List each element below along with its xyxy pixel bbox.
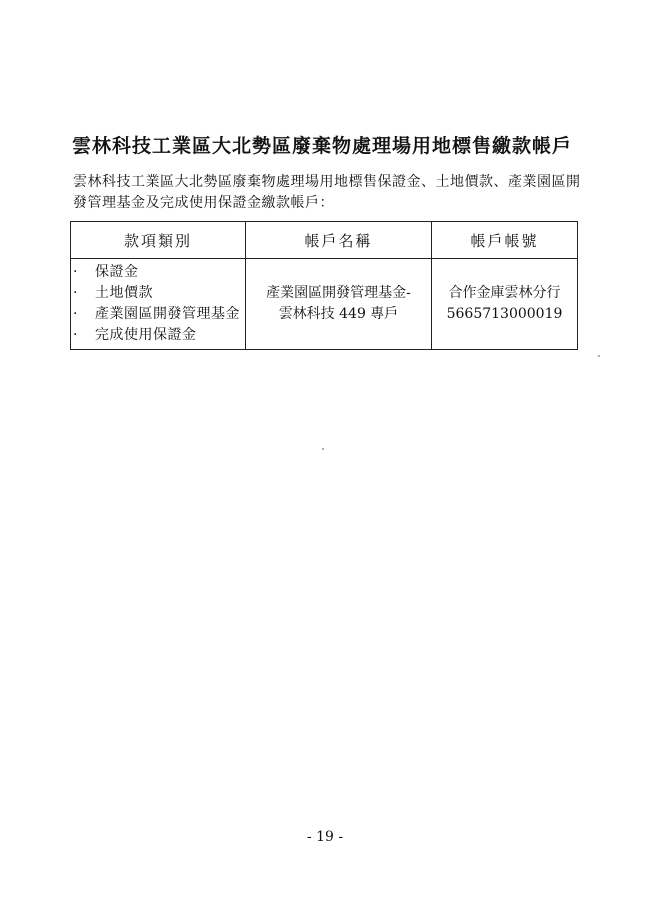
list-item xyxy=(71,283,241,304)
bank-branch: 合作金庫雲林分行 xyxy=(448,285,561,301)
item-label: 保證金 xyxy=(95,264,139,280)
list-item xyxy=(71,304,241,325)
list-item xyxy=(71,262,241,283)
table-row xyxy=(71,259,578,350)
bullet-icon: · xyxy=(73,264,78,280)
scan-speck xyxy=(322,448,324,450)
item-label: 完成使用保證金 xyxy=(95,327,197,343)
header-account-name: 帳戶名稱 xyxy=(246,222,432,259)
intro-paragraph: 雲林科技工業區大北勢區廢棄物處理場用地標售保證金、土地價款、產業園區開發管理基金及完成使用保證金繳款帳戶： xyxy=(73,174,581,211)
account-name-cell xyxy=(246,259,432,350)
account-number-cell xyxy=(432,259,578,350)
account-number: 5665713000019 xyxy=(446,306,563,322)
page-title: 雲林科技工業區大北勢區廢棄物處理場用地標售繳款帳戶 xyxy=(72,135,573,157)
payment-type-list xyxy=(71,262,241,346)
scan-speck xyxy=(598,355,600,357)
account-table xyxy=(70,221,578,350)
header-account-number: 帳戶帳號 xyxy=(432,222,578,259)
payment-type-cell xyxy=(71,259,246,350)
account-name-line2: 雲林科技 449 專戶 xyxy=(278,306,399,322)
bullet-icon: · xyxy=(73,306,78,322)
item-label: 土地價款 xyxy=(95,285,153,301)
account-name-line1: 產業園區開發管理基金- xyxy=(266,285,411,301)
page-number: - 19 - xyxy=(306,829,344,845)
item-label: 產業園區開發管理基金 xyxy=(95,306,240,322)
list-item xyxy=(71,325,241,346)
bullet-icon: · xyxy=(73,327,78,343)
header-payment-type: 款項類別 xyxy=(71,222,246,259)
table-header-row xyxy=(71,222,578,259)
bullet-icon: · xyxy=(73,285,78,301)
